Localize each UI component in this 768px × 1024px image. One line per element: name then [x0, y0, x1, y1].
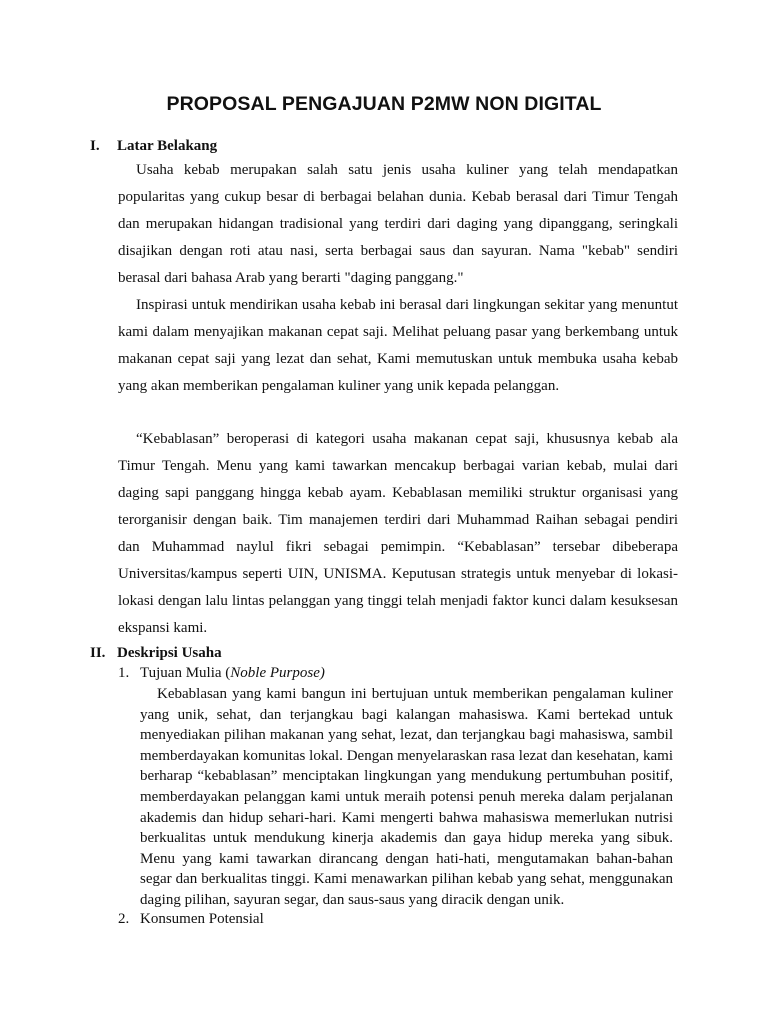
- section-number: II.: [90, 645, 106, 661]
- paragraph-latar-belakang-2: Inspirasi untuk mendirikan usaha kebab ini berasal dari lingkungan sekitar yang menuntut kami dalam menyajikan makanan cepat saji. Melihat peluang pasar yang berkembang untuk makanan cepat saji yang lezat dan sehat, Kami memutuskan untuk membuka usaha kebab yang akan memberikan pengalaman kuliner yang unik kepada pelanggan.: [118, 297, 678, 394]
- section-title: Deskripsi Usaha: [117, 645, 222, 661]
- paragraph-latar-belakang-1: Usaha kebab merupakan salah satu jenis usaha kuliner yang telah mendapatkan popularitas yang cukup besar di berbagai belahan dunia. Kebab berasal dari Timur Tengah dan merupakan hidangan tradisional yang terdiri dari daging yang dipanggang, seringkali disajikan dengan roti atau nasi, serta berbagai saus dan sayuran. Nama "kebab" sendiri berasal dari bahasa Arab yang berarti "daging panggang.": [118, 162, 678, 286]
- section-title: Latar Belakang: [117, 138, 218, 154]
- list-item-konsumen-potensial: [118, 910, 264, 928]
- document-title: PROPOSAL PENGAJUAN P2MW NON DIGITAL: [166, 93, 602, 115]
- paragraph-latar-belakang-3: “Kebablasan” beroperasi di kategori usaha makanan cepat saji, khususnya kebab ala Timur Tengah. Menu yang kami tawarkan mencakup berbagai varian kebab, mulai dari daging sapi panggang hingga kebab ayam. Kebablasan memiliki struktur organisasi yang terorganisir dengan baik. Tim manajemen terdiri dari Muhammad Raihan sebagai pendiri dan Muhammad naylul fikri sebagai pemimpin. “Kebablasan” tersebar dibeberapa Universitas/kampus seperti UIN, UNISMA. Keputusan strategis untuk menyebar di lokasi-lokasi dengan lalu lintas pelanggan yang tinggi telah menjadi faktor kunci dalam kesuksesan ekspansi kami.: [118, 431, 678, 636]
- list-item-label: Tujuan Mulia (: [140, 665, 231, 681]
- paragraph-tujuan-mulia: Kebablasan yang kami bangun ini bertujuan untuk memberikan pengalaman kuliner yang unik, sehat, dan terjangkau bagi kalangan mahasiswa. Kami bertekad untuk menyediakan pilihan makanan yang sehat, lezat, dan terjangkau bagi mahasiswa, sambil memberdayakan komunitas lokal. Dengan menyelaraskan rasa lezat dan kesehatan, kami berharap “kebablasan” menciptakan lingkungan yang mendukung pertumbuhan positif, memberdayakan pelanggan kami untuk meraih potensi penuh mereka dalam perjalanan akademis dan hidup sehari-hari. Kami mengerti bahwa mahasiswa memerlukan nutrisi berkualitas untuk mendukung kinerja akademis dan gaya hidup mereka yang sibuk. Menu yang kami tawarkan dirancang dengan hati-hati, mengutamakan bahan-bahan segar dan berkualitas tinggi. Kami menawarkan pilihan kebab yang sehat, menggunakan daging pilihan, sayuran segar, dan saus-saus yang diracik dengan unik.: [140, 686, 673, 908]
- list-item-number: 2.: [118, 911, 130, 927]
- list-item-label: Konsumen Potensial: [140, 911, 264, 927]
- section-number: I.: [90, 138, 100, 154]
- list-item-tujuan-mulia: [118, 664, 325, 682]
- list-item-label-italic: Noble Purpose): [230, 665, 325, 681]
- list-item-number: 1.: [118, 665, 130, 681]
- section-heading-deskripsi-usaha: [90, 644, 222, 662]
- section-heading-latar-belakang: [90, 137, 217, 155]
